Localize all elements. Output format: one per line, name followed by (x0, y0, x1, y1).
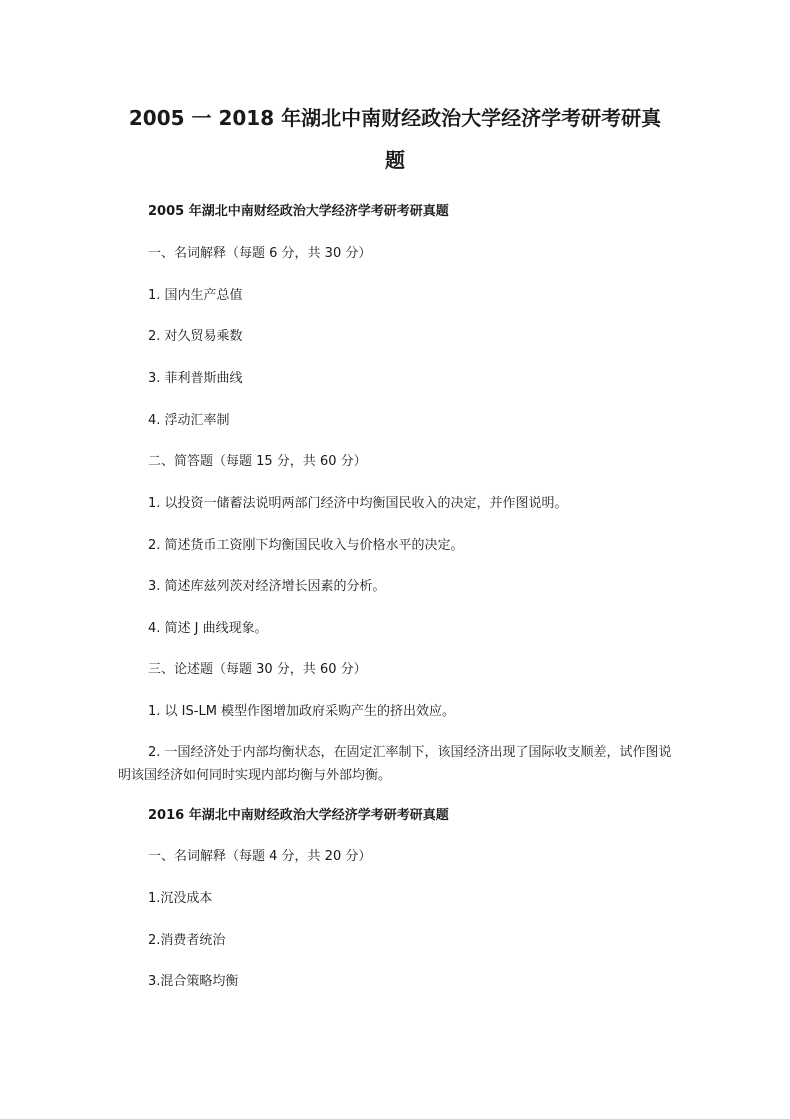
list-item: 1.沉没成本 (148, 891, 213, 906)
list-item: 2. 对久贸易乘数 (148, 329, 243, 344)
part-title-terms-2016: 一、名词解释（每题 4 分，共 20 分） (148, 849, 372, 864)
list-item: 3. 简述库兹列茨对经济增长因素的分析。 (148, 579, 386, 594)
section-heading-2005: 2005 年湖北中南财经政治大学经济学考研考研真题 (148, 204, 449, 219)
document-title-line-2: 题 (385, 148, 405, 172)
part-title-terms-2005: 一、名词解释（每题 6 分，共 30 分） (148, 246, 372, 261)
part-title-essay-2005: 三、论述题（每题 30 分，共 60 分） (148, 662, 367, 677)
part-title-short-answer-2005: 二、简答题（每题 15 分，共 60 分） (148, 454, 367, 469)
list-item: 3.混合策略均衡 (148, 974, 239, 989)
list-item: 4. 浮动汇率制 (148, 413, 230, 428)
list-item-paragraph: 2. 一国经济处于内部均衡状态，在固定汇率制下，该国经济出现了国际收支顺差，试作图说明该国经济如何同时实现内部均衡与外部均衡。 (118, 745, 672, 783)
list-item: 2.消费者统治 (148, 933, 226, 948)
list-item: 1. 国内生产总值 (148, 288, 243, 303)
list-item: 2. 简述货币工资刚下均衡国民收入与价格水平的决定。 (148, 538, 464, 553)
document-title-line-1: 2005 一 2018 年湖北中南财经政治大学经济学考研考研真 (128, 106, 662, 130)
list-item: 1. 以投资一储蓄法说明两部门经济中均衡国民收入的决定，并作图说明。 (148, 496, 568, 511)
list-item: 4. 简述 J 曲线现象。 (148, 621, 268, 636)
section-heading-2016: 2016 年湖北中南财经政治大学经济学考研考研真题 (148, 808, 449, 823)
list-item: 3. 菲利普斯曲线 (148, 371, 243, 386)
list-item: 1. 以 IS-LM 模型作图增加政府采购产生的挤出效应。 (148, 704, 456, 719)
